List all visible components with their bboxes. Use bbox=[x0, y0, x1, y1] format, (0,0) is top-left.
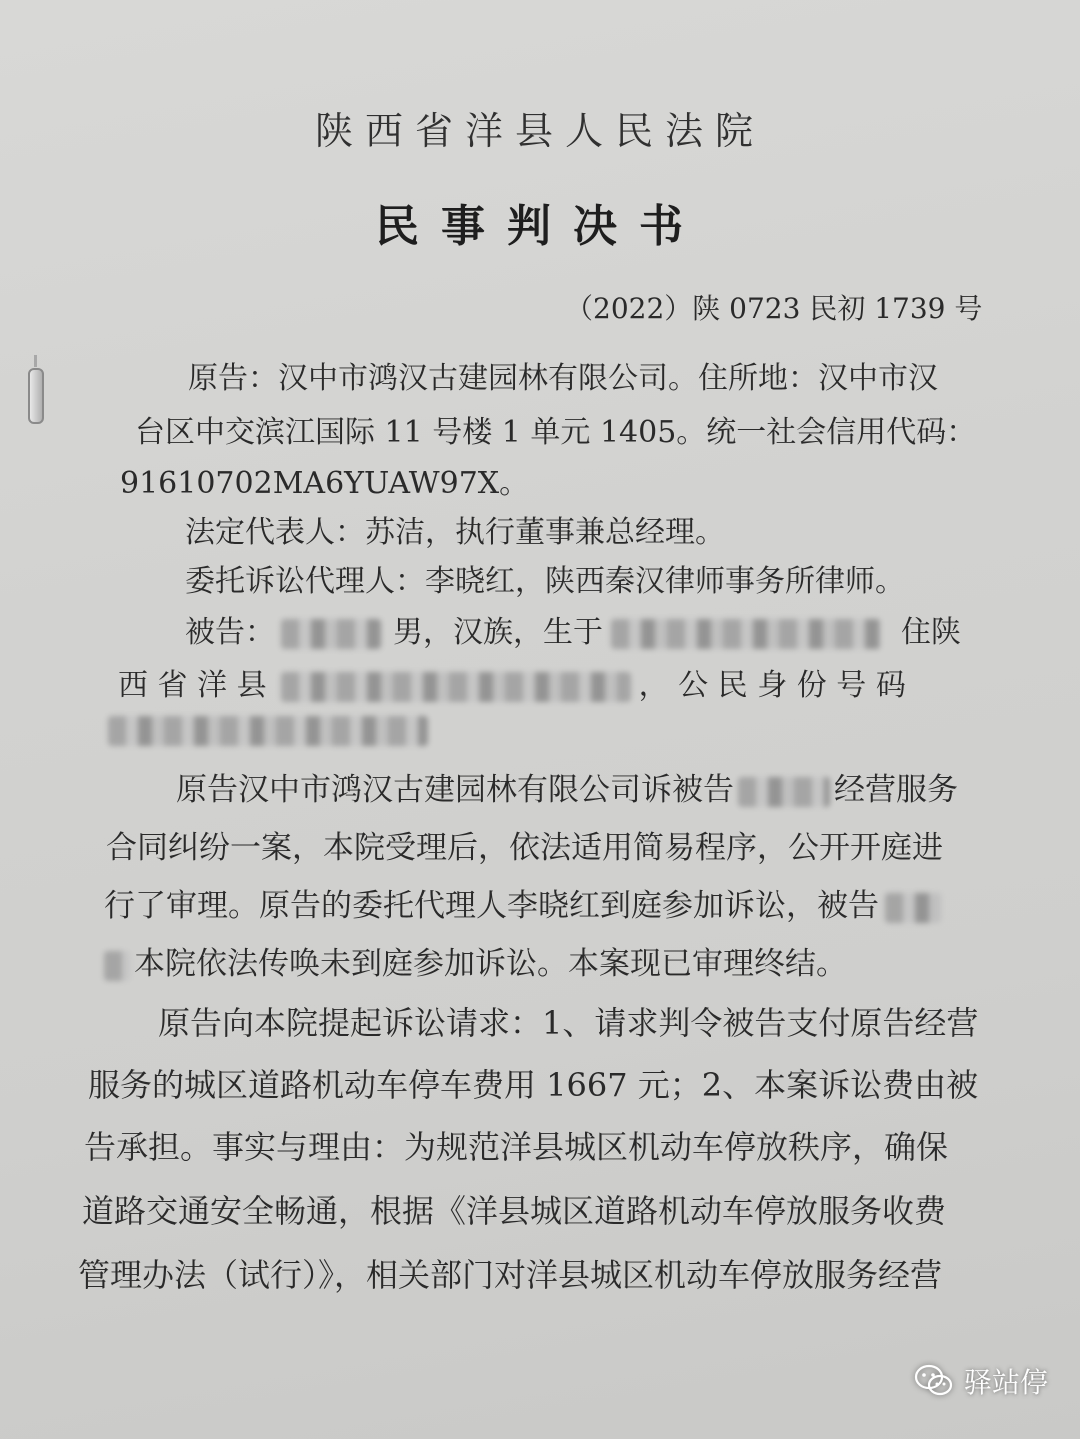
address-start: 西 省 洋 县 bbox=[118, 668, 267, 703]
body-p2-line-4: 道路交通安全畅通，根据《洋县城区道路机动车停放服务收费 bbox=[82, 1192, 947, 1230]
watermark-text: 驿站停 bbox=[963, 1366, 1048, 1399]
plaintiff-line-3: 91610702MA6YUAW97X。 bbox=[120, 466, 530, 501]
defendant-line-1 bbox=[185, 607, 961, 651]
redacted-defendant-name-2 bbox=[885, 893, 941, 923]
body-p2-line-2: 服务的城区道路机动车停车费用 1667 元；2、本案诉讼费由被 bbox=[88, 1066, 979, 1104]
redacted-name bbox=[281, 619, 381, 649]
defendant-label: 被告： bbox=[185, 615, 275, 650]
legal-representative: 法定代表人：苏洁，执行董事兼总经理。 bbox=[185, 515, 725, 550]
body-p1-text-c: 行了审理。原告的委托代理人李晓红到庭参加诉讼，被告 bbox=[104, 888, 879, 924]
watermark bbox=[914, 1361, 1048, 1401]
defendant-mid: 男，汉族，生于 bbox=[393, 615, 603, 650]
body-p1-line-4 bbox=[104, 938, 847, 983]
body-p2-line-3: 告承担。事实与理由：为规范洋县城区机动车停放秩序，确保 bbox=[84, 1128, 949, 1166]
body-p1-text-a: 原告汉中市鸿汉古建园林有限公司诉被告 bbox=[176, 772, 734, 808]
plaintiff-line-1: 原告：汉中市鸿汉古建园林有限公司。住所地：汉中市汉 bbox=[188, 361, 938, 396]
defendant-line-2 bbox=[118, 660, 906, 704]
body-p1-line-1 bbox=[176, 764, 958, 809]
binder-hole bbox=[34, 355, 37, 367]
defendant-end: 住陕 bbox=[901, 615, 961, 650]
body-p1-line-3 bbox=[104, 880, 941, 925]
document-type-title: 民事判决书 bbox=[375, 201, 705, 252]
address-end: ， 公 民 身 份 号 码 bbox=[638, 668, 906, 703]
defendant-line-3 bbox=[108, 712, 428, 747]
binder-clip bbox=[28, 368, 44, 424]
case-number: （2022）陕 0723 民初 1739 号 bbox=[565, 292, 983, 325]
body-p2-line-5: 管理办法（试行）》，相关部门对洋县城区机动车停放服务经营 bbox=[78, 1256, 943, 1294]
litigation-agent: 委托诉讼代理人：李晓红，陕西秦汉律师事务所律师。 bbox=[185, 564, 905, 599]
redacted-address bbox=[281, 672, 631, 702]
redacted-birthdate bbox=[611, 619, 881, 649]
body-p1-text-d: 本院依法传唤未到庭参加诉讼。本案现已审理终结。 bbox=[134, 946, 847, 982]
redacted-defendant-name-3 bbox=[104, 951, 130, 981]
body-p1-line-2: 合同纠纷一案，本院受理后，依法适用简易程序，公开开庭进 bbox=[106, 830, 943, 866]
court-name: 陕西省洋县人民法院 bbox=[314, 109, 765, 153]
body-p1-text-b: 经营服务 bbox=[834, 772, 958, 808]
redacted-id-number bbox=[108, 716, 428, 746]
plaintiff-line-2: 台区中交滨江国际 11 号楼 1 单元 1405。统一社会信用代码： bbox=[135, 415, 977, 450]
body-p2-line-1: 原告向本院提起诉讼请求：1、请求判令被告支付原告经营 bbox=[158, 1004, 979, 1042]
wechat-icon bbox=[914, 1364, 954, 1398]
redacted-defendant-name bbox=[738, 777, 830, 807]
